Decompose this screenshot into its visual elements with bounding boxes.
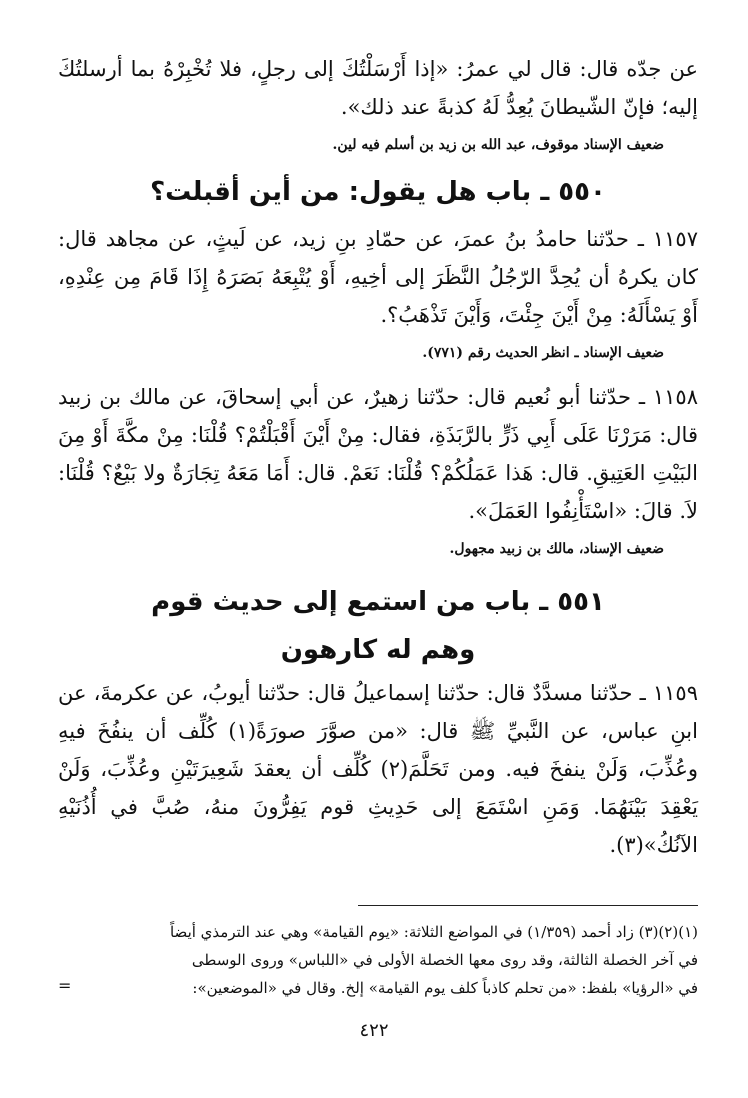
hadith-1158: ١١٥٨ ـ حدّثنا أبو نُعيم قال: حدّثنا زهيرٌ، عن أبي إسحاقَ، عن مالك بن زبيد قال: مَرَرْنَا عَلَى أَبِي ذَرٍّ بالرَّبَذَةِ، فقال: مِنْ أَيْنَ أَقْبَلْتُمْ؟ قُلْنَا: مِنْ مكَّةَ أَوْ مِنَ البَيْتِ العَتِيقِ. قال: هَذا عَمَلُكُمْ؟ قُلْنَا: نَعَمْ. قال: أَمَا مَعَهُ تِجَارَةٌ ولا بَيْعٌ؟ قُلْنَا: لاَ. قالَ: «اسْتَأْنِفُوا العَمَلَ». bbox=[58, 385, 698, 523]
page-body bbox=[58, 50, 698, 1080]
continuation-mark: = bbox=[58, 976, 72, 995]
hadith-1158-grading: ضعيف الإسناد، مالك بن زبيد مجهول. bbox=[449, 541, 664, 557]
footnote-line-2: في آخر الخصلة الثالثة، وقد روى معها الخصلة الأولى في «اللباس» وروى الوسطى bbox=[191, 951, 698, 969]
page-number: ٤٢٢ bbox=[359, 1020, 389, 1041]
footnote-divider bbox=[358, 905, 698, 906]
footnotes bbox=[58, 918, 698, 1002]
chapter-551-title-line2: وهم له كارهون bbox=[280, 635, 476, 665]
hadith-1159: ١١٥٩ ـ حدّثنا مسدَّدٌ قال: حدّثنا إسماعيلُ قال: حدّثنا أيوبُ، عن عكرمةَ، عن ابنِ عباس، عن النَّبيِّ ﷺ قال: «من صوَّرَ صورَةً(١) كُلِّف أن ينفُخَ فيهِ وعُذِّبَ، وَلَنْ ينفخَ فيه. ومن تَحَلَّمَ(٢) كُلِّف أن يعقدَ شَعِيرَتَيْنِ وعُذِّبَ، وَلَنْ يَعْقِدَ بَيْنَهُمَا. وَمَنِ اسْتَمَعَ إلى حَدِيثِ قوم يَفِرُّونَ منهُ، صُبَّ في أُذُنَيْهِ الآنُكُ»(٣). bbox=[58, 681, 698, 857]
hadith-1157-grading: ضعيف الإسناد ـ انظر الحديث رقم (٧٧١). bbox=[422, 345, 664, 361]
chapter-551-title bbox=[58, 578, 698, 674]
footnote-line-1: (١)(٢)(٣) زاد أحمد (١/٣٥٩) في المواضع الثلاثة: «يوم القيامة» وهي عند الترمذي أيضاً bbox=[169, 923, 698, 941]
top-grading-note: ضعيف الإسناد موقوف، عبد الله بن زيد بن أسلم فيه لين. bbox=[332, 137, 664, 153]
chapter-551-title-line1: ٥٥١ ـ باب من استمع إلى حديث قوم bbox=[151, 587, 605, 617]
footnote-line-3: في «الرؤيا» بلفظ: «من تحلم كاذباً كلف يوم القيامة» إلخ. وقال في «الموضعين»: bbox=[192, 979, 698, 997]
top-paragraph: عن جدّه قال: قال لي عمرُ: «إذا أَرْسَلْتُكَ إلى رجلٍ، فلا تُخْبِرْهُ بما أرسلتُكَ إليه؛ فإنّ الشّيطانَ يُعِدُّ لَهُ كذبةً عند ذلك». bbox=[58, 57, 698, 119]
chapter-550-title: ٥٥٠ ـ باب هل يقول: من أين أقبلت؟ bbox=[150, 177, 606, 207]
hadith-1157: ١١٥٧ ـ حدّثنا حامدُ بنُ عمرَ، عن حمّادِ بنِ زيد، عن لَيثٍ، عن مجاهد قال: كان يكرهُ أن يُحِدَّ الرّجُلُ النَّظَرَ إلى أخِيهِ، أَوْ يُتْبِعَهُ بَصَرَهُ إِذَا قَامَ مِن عِنْدِهِ، أَوْ يَسْأَلَهُ: مِنْ أَيْنَ جِئْتَ، وَأَيْنَ تَذْهَبُ؟. bbox=[58, 227, 698, 327]
